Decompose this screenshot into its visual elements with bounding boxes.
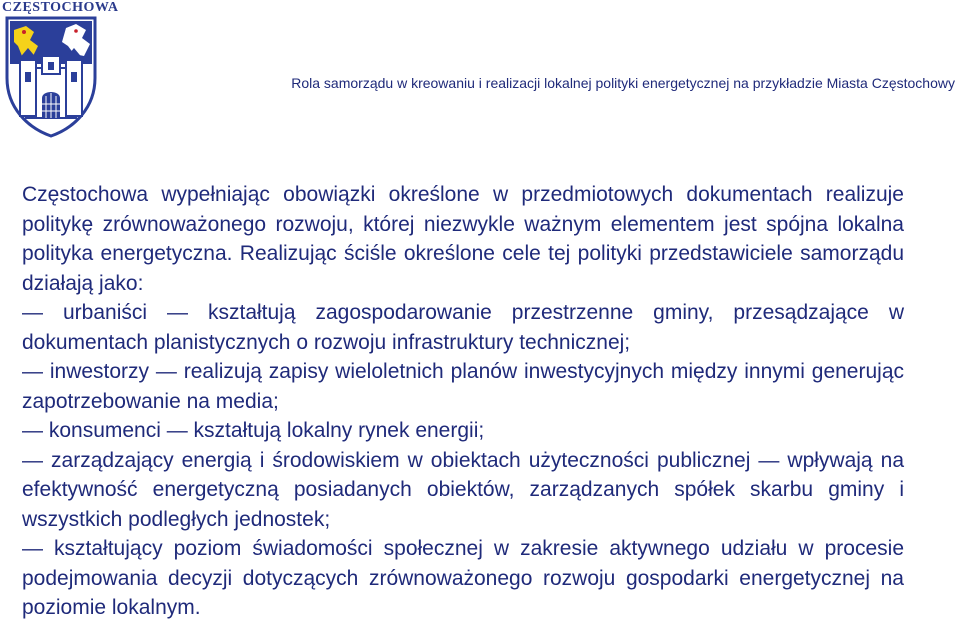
list-item-investors: — inwestorzy — realizują zapisy wieloletnich planów inwestycyjnych między innymi generując zapotrzebowanie na media; (22, 360, 904, 413)
list-item-urbanists: — urbaniści — kształtują zagospodarowanie przestrzenne gminy, przesądzające w dokumentach planistycznych o rozwoju infrastruktury technicznej; (22, 301, 904, 354)
intro-paragraph: Częstochowa wypełniając obowiązki określone w przedmiotowych dokumentach realizuje politykę zrównoważonego rozwoju, której niezwykle ważnym elementem jest spójna lokalna polityka energetyczna. Realizując ściśle określone cele tej polityki przedstawiciele samorządu działają jako: (22, 183, 904, 295)
list-item-energy-managers: — zarządzający energią i środowiskiem w obiektach użyteczności publicznej — wpływają na efektywność energetyczną posiadanych obiektów, zarządzanych spółek skarbu gminy i wszystkich podległych jednostek; (22, 448, 904, 531)
list-item-consumers: — konsumenci — kształtują lokalny rynek energii; (22, 419, 485, 442)
city-logo (0, 0, 119, 140)
presentation-subtitle: Rola samorządu w kreowaniu i realizacji lokalnej polityki energetycznej na przykładzie Miasta Częstochowy (291, 75, 955, 91)
logo-wordmark: CZĘSTOCHOWA (2, 0, 119, 15)
main-content (22, 180, 904, 623)
list-item-awareness-shapers: — kształtujący poziom świadomości społecznej w zakresie aktywnego udziału w procesie podejmowania decyzji dotyczących zrównoważonego rozwoju gospodarki energetycznej na poziomie lokalnym. (22, 537, 904, 619)
coat-of-arms-icon (4, 16, 98, 138)
